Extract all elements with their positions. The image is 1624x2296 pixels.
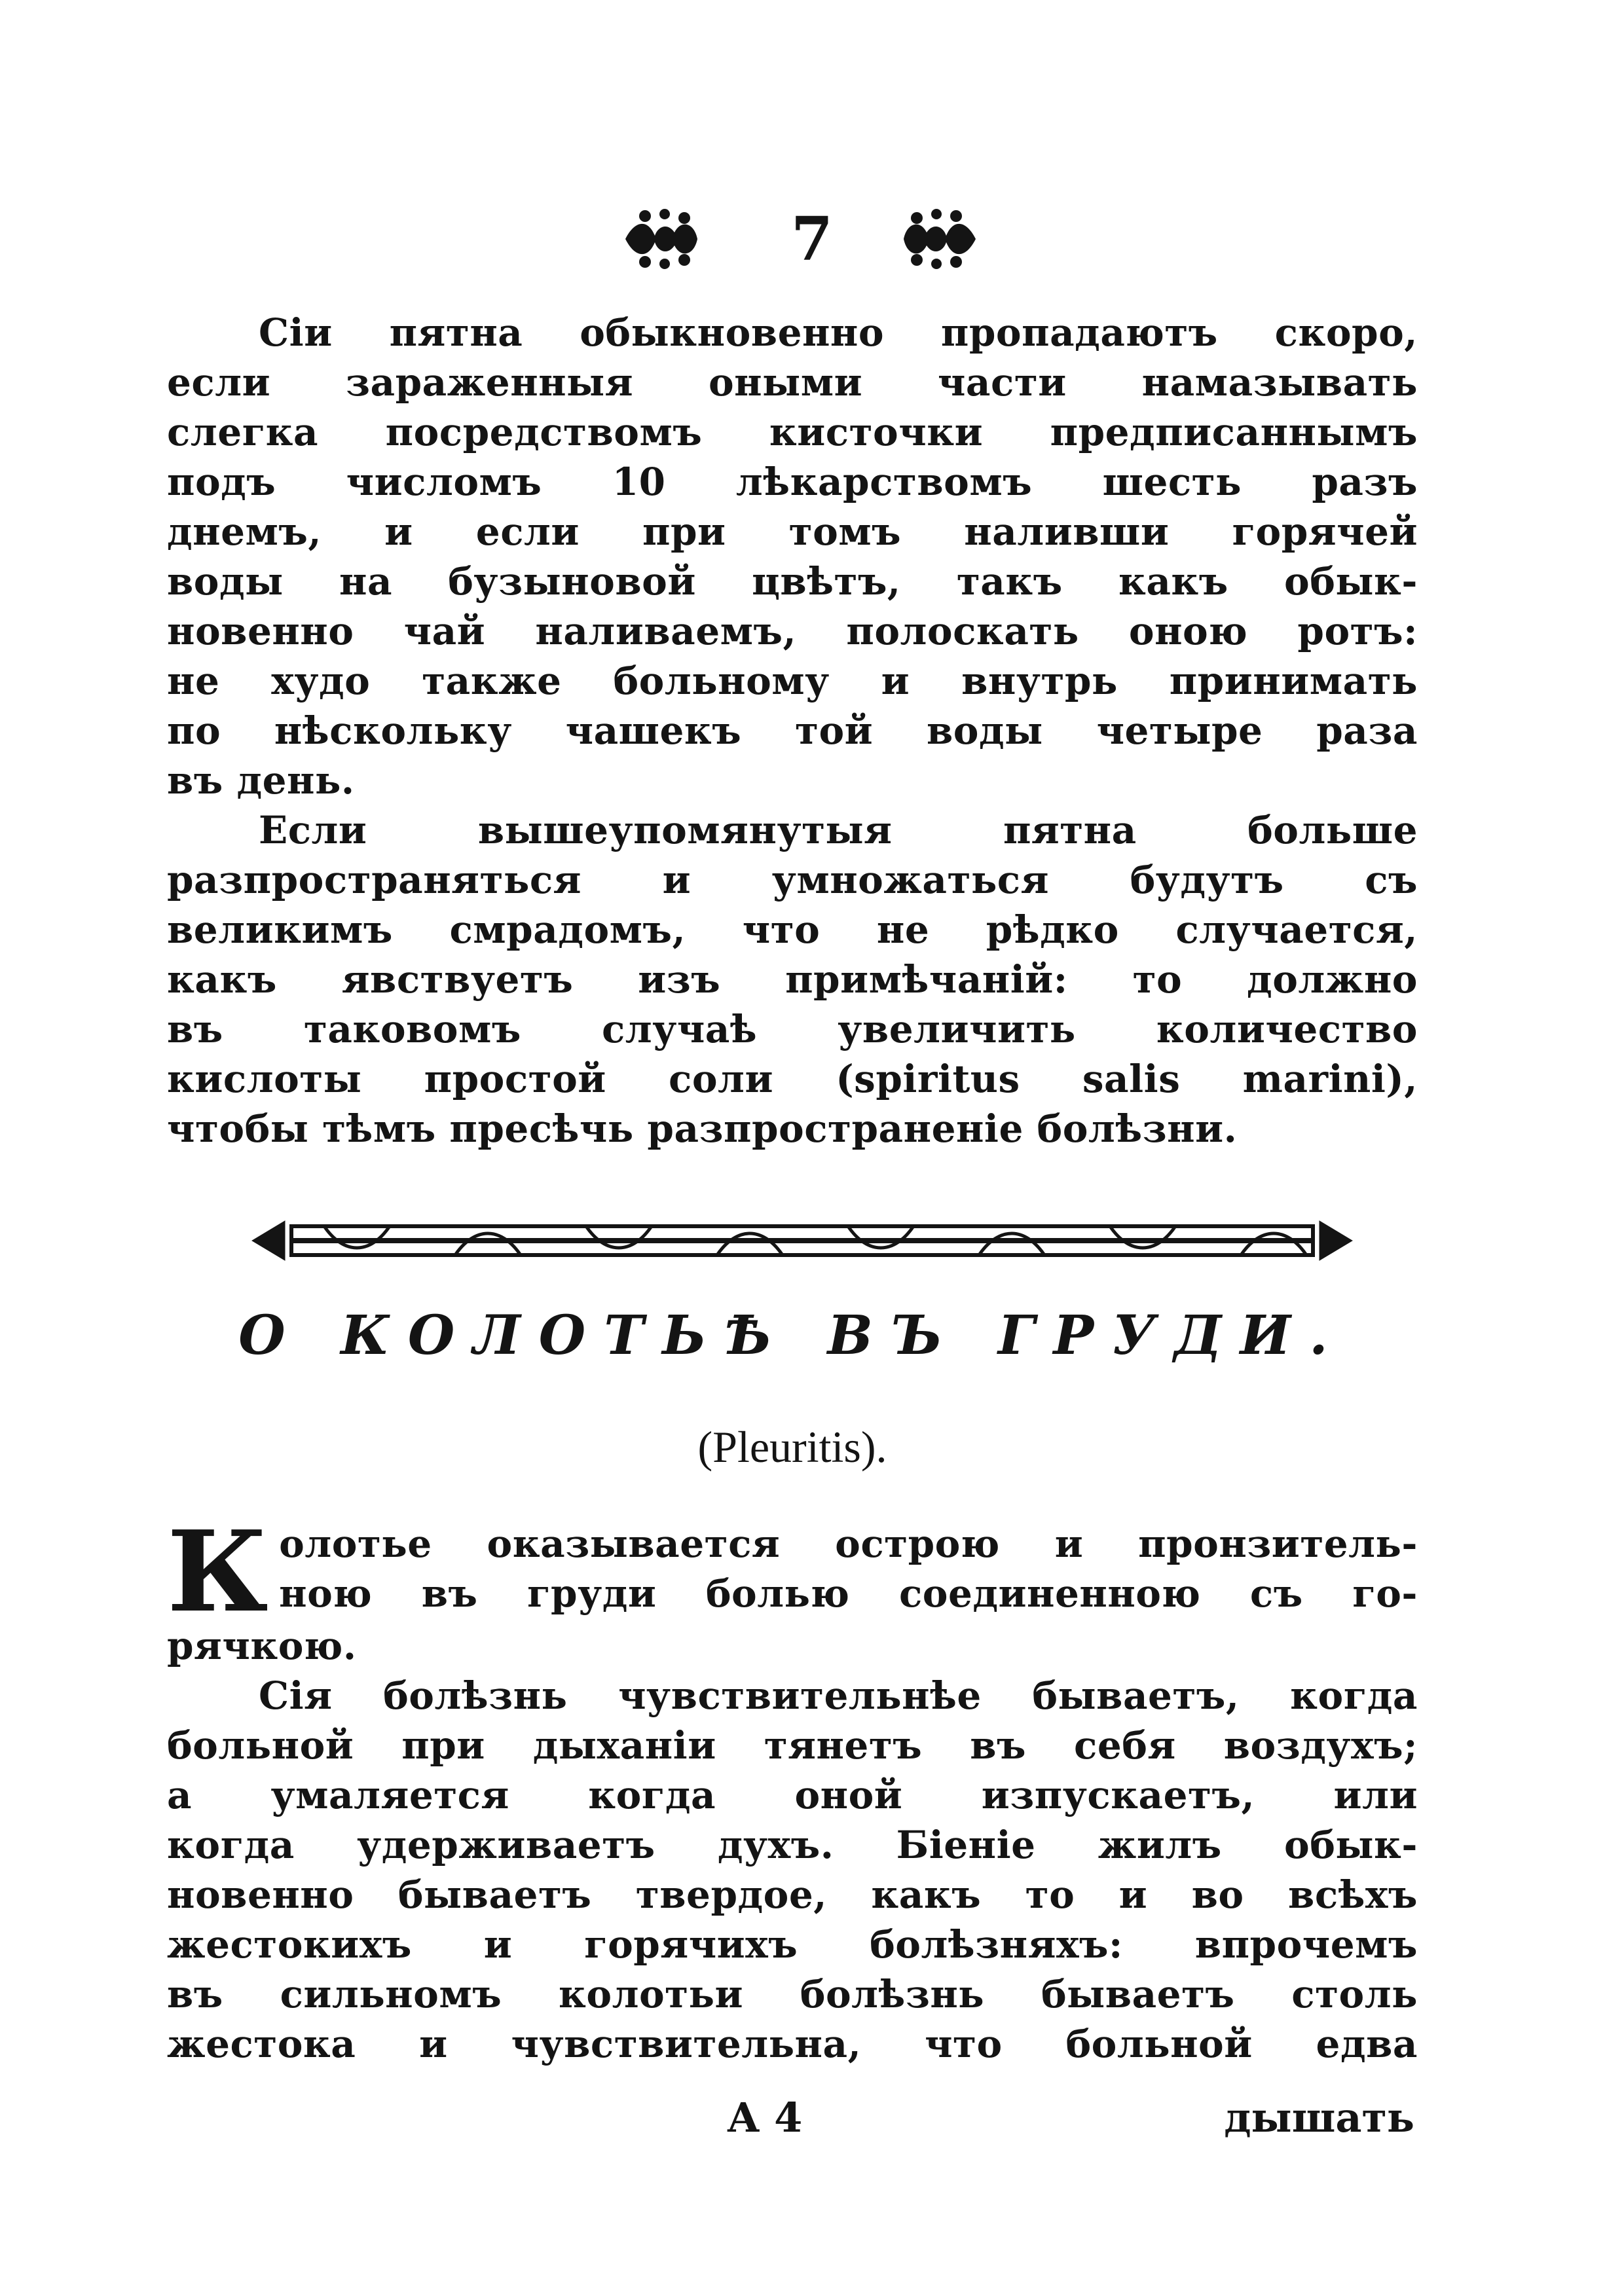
text-line: кислоты простой соли (spiritus salis marini), [167, 1057, 1418, 1101]
text-line: больной при дыханiи тянетъ въ себя воздухъ; [167, 1723, 1418, 1768]
text-line: въ день. [167, 758, 355, 803]
text-line: когда удерживаетъ духъ. Бiенiе жилъ обык- [167, 1823, 1418, 1867]
text-line: подъ числомъ 10 лѣкарствомъ шесть разъ [167, 460, 1418, 504]
paragraph [167, 1506, 1418, 1671]
section-body [167, 1506, 1418, 2069]
section-continuation [167, 308, 1418, 1154]
ornamental-divider [246, 1214, 1359, 1267]
catchword: дышать [1224, 2094, 1414, 2141]
text-line: рячкою. [167, 1624, 357, 1668]
text-line: въ сильномъ колотьи болѣзнь бываетъ столь [167, 1972, 1418, 2016]
text-line: жестокихъ и горячихъ болѣзняхъ: впрочемъ [167, 1922, 1418, 1967]
section-title: О КОЛОТЬѢ ВЪ ГРУДИ. [238, 1304, 1346, 1367]
paragraph [167, 308, 1418, 805]
text-line: не худо также больному и внутрь принимать [167, 659, 1418, 703]
text-line: днемъ, и если при томъ наливши горячей [167, 509, 1418, 554]
fleuron-right-icon [897, 200, 982, 278]
fleuron-left-icon [619, 200, 704, 278]
text-line: ною въ груди болью соединенною съ го- [279, 1571, 1418, 1616]
text-line: новенно бываетъ твердое, какъ то и во всѣхъ [167, 1872, 1418, 1917]
text-line: по нѣскольку чашекъ той воды четыре раза [167, 708, 1418, 753]
text-line: воды на бузыновой цвѣтъ, такъ какъ обык- [167, 559, 1418, 604]
signature-mark: А 4 [727, 2094, 803, 2141]
text-line: олотье оказывается острою и пронзитель- [279, 1522, 1418, 1566]
text-line: чтобы тѣмъ пресѣчь разпространенiе болѣзни. [167, 1106, 1238, 1151]
text-line: Сiи пятна обыкновенно пропадаютъ скоро, [259, 310, 1418, 355]
text-line: слегка посредствомъ кисточки предписаннымъ [167, 410, 1418, 454]
text-line: если зараженныя оными части намазывать [167, 360, 1418, 405]
text-line: Сiя болѣзнь чувствительнѣе бываетъ, когда [259, 1673, 1418, 1718]
text-line: великимъ смрадомъ, что не рѣдко случается, [167, 907, 1418, 952]
page-number: 7 [790, 204, 833, 274]
text-line: въ таковомъ случаѣ увеличить количество [167, 1007, 1418, 1051]
text-line: новенно чай наливаемъ, полоскать оною ротъ: [167, 609, 1418, 653]
text-line: а умаляется когда оной изпускаетъ, или [167, 1773, 1418, 1817]
page-header [0, 200, 1624, 278]
text-line: разпространяться и умножаться будутъ съ [167, 858, 1418, 902]
paragraph [167, 805, 1418, 1154]
text-line: Если вышеупомянутыя пятна больше [259, 808, 1418, 852]
paragraph [167, 1671, 1418, 2069]
text-line: какъ явствуетъ изъ примѣчанiй: то должно [167, 957, 1418, 1002]
page-footer [0, 2088, 1624, 2147]
drop-cap: К [167, 1506, 269, 1637]
section-subtitle: (Pleuritis). [697, 1422, 887, 1472]
text-line: жестока и чувствительна, что больной едва [167, 2022, 1418, 2066]
